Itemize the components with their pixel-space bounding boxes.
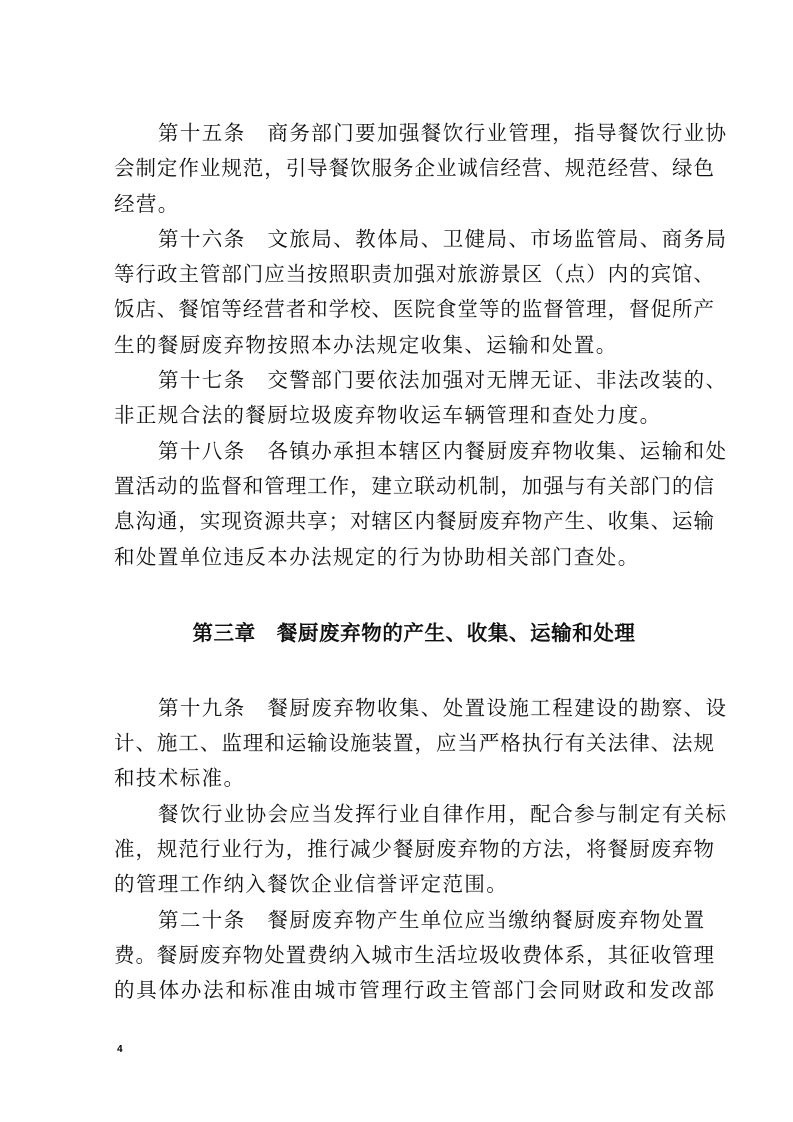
article-17: [114, 363, 728, 434]
article-19: [114, 691, 728, 797]
article-16: [114, 222, 728, 363]
article-19-line-3: 和技术标准。: [114, 766, 246, 791]
article-15-line-1: 第十五条 商务部门要加强餐饮行业管理，指导餐饮行业协: [158, 121, 728, 145]
article-15-line-2: 会制定作业规范，引导餐饮服务企业诚信经营、规范经营、绿色: [114, 156, 714, 181]
article-20-line-1: 第二十条 餐厨废弃物产生单位应当缴纳餐厨废弃物处置: [158, 907, 706, 932]
article-18-line-1: 第十八条 各镇办承担本辖区内餐厨废弃物收集、运输和处: [158, 438, 728, 463]
article-17-line-1: 第十七条 交警部门要依法加强对无牌无证、非法改装的、: [158, 368, 728, 393]
association-line-2: 准，规范行业行为，推行减少餐厨废弃物的方法，将餐厨废弃物: [114, 837, 714, 862]
article-18-line-4: 和处置单位违反本办法规定的行为协助相关部门查处。: [114, 544, 640, 569]
article-15-line-3: 经营。: [114, 191, 180, 216]
section-spacer: [114, 575, 714, 613]
article-16-line-1: 第十六条 文旅局、教体局、卫健局、市场监管局、商务局: [158, 226, 728, 251]
article-18-line-2: 置活动的监督和管理工作，建立联动机制，加强与有关部门的信: [114, 473, 714, 498]
article-15: [114, 116, 728, 222]
article-18-line-3: 息沟通，实现资源共享；对辖区内餐厨废弃物产生、收集、运输: [114, 509, 714, 534]
article-19-line-2: 计、施工、监理和运输设施装置，应当严格执行有关法律、法规: [114, 731, 714, 756]
article-20-line-2: 费。餐厨废弃物处置费纳入城市生活垃圾收费体系，其征收管理: [114, 942, 714, 967]
article-16-line-3: 饭店、餐馆等经营者和学校、医院食堂等的监督管理，督促所产: [114, 297, 714, 322]
article-19-line-1: 第十九条 餐厨废弃物收集、处置设施工程建设的勘察、设: [158, 695, 728, 720]
chapter-3-heading: 第三章 餐厨废弃物的产生、收集、运输和处理: [192, 620, 636, 645]
section-spacer: [114, 653, 714, 691]
page-number: 4: [117, 1044, 123, 1055]
article-17-line-2: 非正规合法的餐厨垃圾废弃物收运车辆管理和查处力度。: [114, 403, 662, 428]
article-18: [114, 434, 728, 575]
association-line-1: 餐饮行业协会应当发挥行业自律作用，配合参与制定有关标: [158, 801, 728, 826]
article-20-line-3: 的具体办法和标准由城市管理行政主管部门会同财政和发改部: [114, 978, 714, 1003]
article-16-line-2: 等行政主管部门应当按照职责加强对旅游景区（点）内的宾馆、: [114, 262, 714, 287]
article-16-line-4: 生的餐厨废弃物按照本办法规定收集、运输和处置。: [114, 332, 618, 357]
association-line-3: 的管理工作纳入餐饮企业信誉评定范围。: [114, 872, 509, 897]
association-paragraph: [114, 797, 728, 903]
article-20: [114, 903, 714, 1009]
document-body: [114, 116, 728, 1009]
